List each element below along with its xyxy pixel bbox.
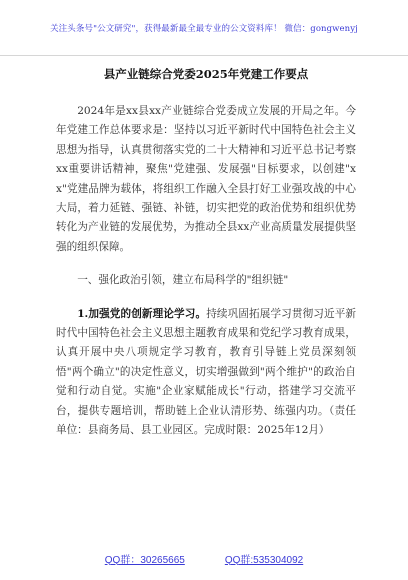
document-body <box>56 64 356 441</box>
item-heading: 1.加强党的创新理论学习。 <box>77 307 207 320</box>
qq-group-link-2[interactable]: QQ群:535304092 <box>224 554 304 566</box>
header-banner <box>0 0 408 56</box>
document-title: 县产业链综合党委2025年党建工作要点 <box>103 67 309 81</box>
item-paragraph <box>56 305 356 441</box>
intro-paragraph: 2024年是xx县xx产业链综合党委成立发展的开局之年。今年党建工作总体要求是：坚持以习近平新时代中国特色社会主义思想为指导，认真贯彻落实党的二十大精神和习近平总书记考察xx重要讲话精神，聚焦"党建强、发展强"目标要求，以创建"xx"党建品牌为载体，将组织工作融入全县打好工业强攻战的中心大局，着力延链、强链、补链，切实把党的政治优势和组织优势转化为产业链的发展优势，为推动全县xx产业高质量发展提供坚强的组织保障。 <box>56 105 356 253</box>
item-body: 持续巩固拓展学习贯彻习近平新时代中国特色社会主义思想主题教育成果和党纪学习教育成果，认真开展中央八项规定学习教育，教育引导链上党员深刻领悟"两个确立"的决定性意义，切实增强做到"两个维护"的政治自觉和行动自觉。实施"企业家赋能成长"行动，搭建学习交流平台，提供专题培训，帮助链上企业认清形势、练强内功。（责任单位：县商务局、县工业园区。完成时限：2025年12月） <box>56 307 357 437</box>
footer-links <box>0 536 408 580</box>
banner-text: 关注头条号"公文研究"，获得最新最全最专业的公文资料库！ 微信：gongwenyj <box>50 23 358 34</box>
section-heading: 一、强化政治引领，建立布局科学的"组织链" <box>77 274 289 287</box>
qq-group-link-1[interactable]: QQ群：30265665 <box>104 554 185 566</box>
